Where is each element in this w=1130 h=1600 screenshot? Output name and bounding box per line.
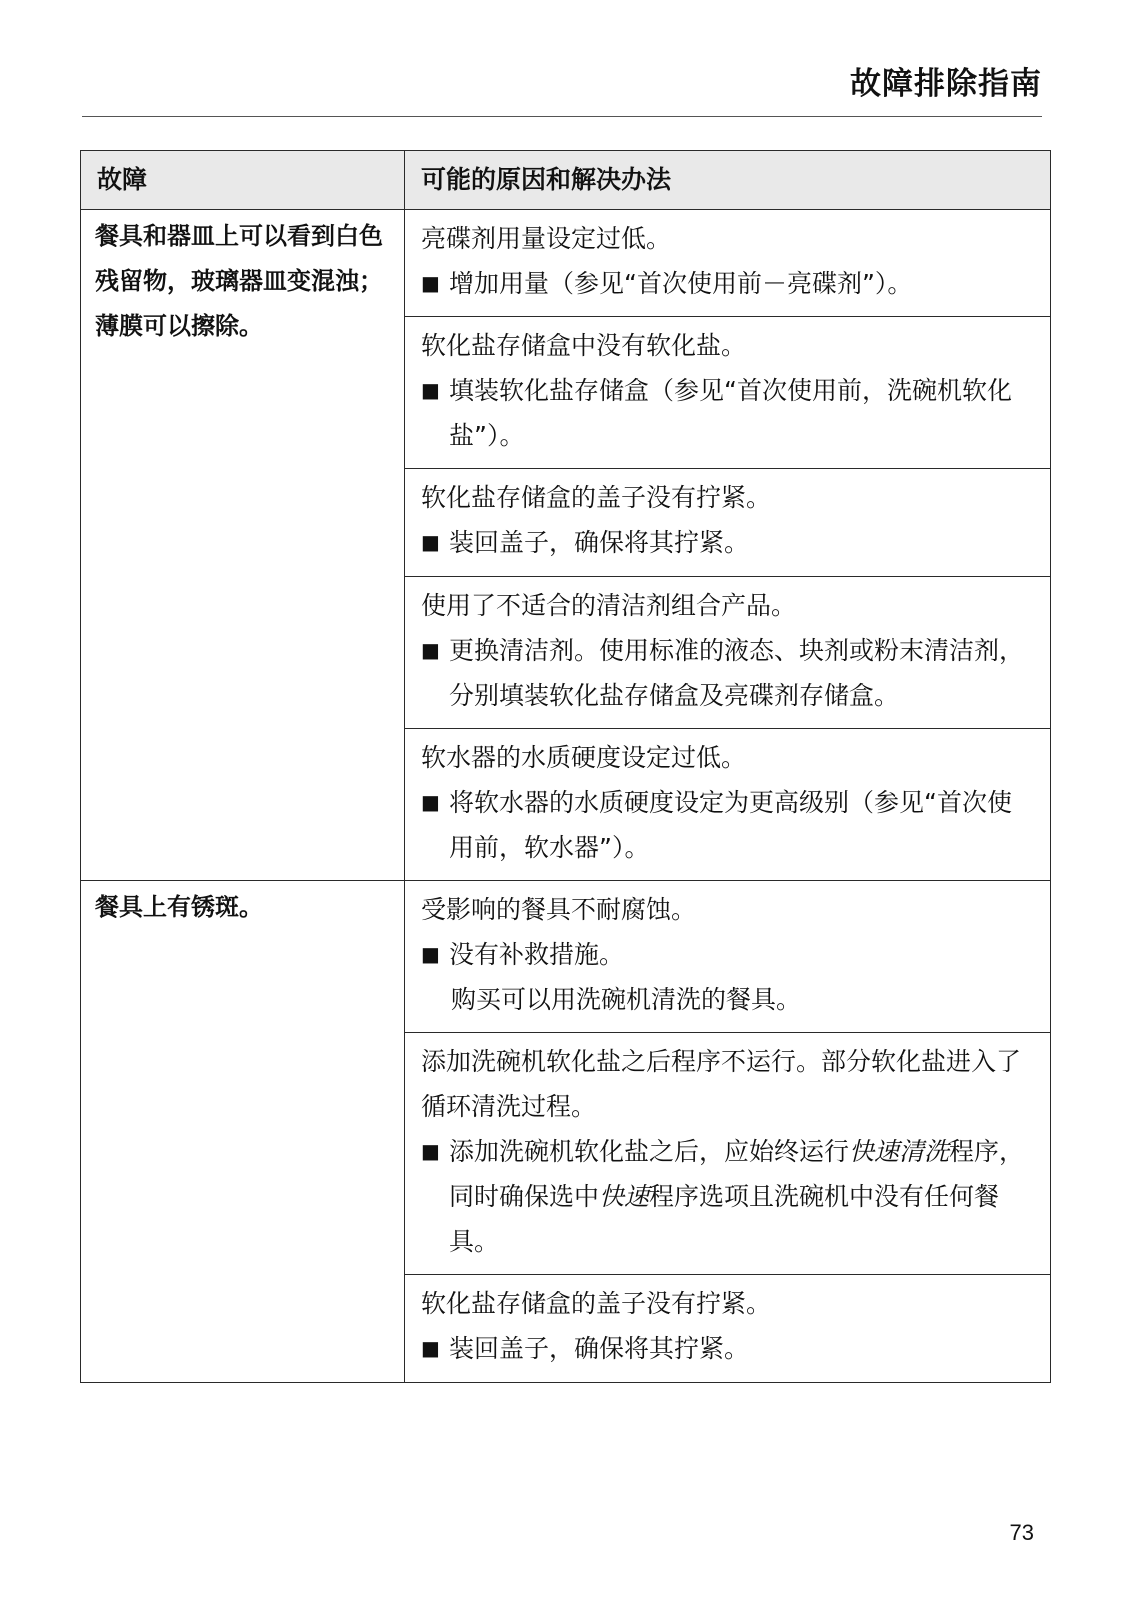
remedy-text: 更换清洁剂。使用标准的液态、块剂或粉末清洁剂，分别填装软化盐存储盒及亮碟剂存储盒。 xyxy=(449,636,1025,710)
bullet-square-icon: ■ xyxy=(421,1139,440,1163)
table-header-row xyxy=(81,151,1051,210)
column-header-fault: 故障 xyxy=(81,151,405,210)
bullet-square-icon: ■ xyxy=(421,942,440,966)
remedy-item xyxy=(421,628,1036,718)
remedy-text: 装回盖子，确保将其拧紧。 xyxy=(449,528,750,557)
cause-text: 亮碟剂用量设定过低。 xyxy=(421,224,672,253)
header-divider xyxy=(82,116,1042,117)
remedy-item xyxy=(421,368,1036,458)
bullet-square-icon: ■ xyxy=(421,530,440,554)
remedy-text: 没有补救措施。 xyxy=(449,940,625,969)
remedy-item xyxy=(421,1326,1036,1371)
cause-text: 添加洗碗机软化盐之后程序不运行。部分软化盐进入了循环清洗过程。 xyxy=(421,1047,1022,1121)
remedy-note: 购买可以用洗碗机清洗的餐具。 xyxy=(451,985,802,1014)
column-header-cause-solution: 可能的原因和解决办法 xyxy=(405,151,1051,210)
remedy-item xyxy=(421,520,1036,565)
remedy-text xyxy=(449,1129,1036,1264)
solution-cell xyxy=(405,317,1051,469)
remedy-text: 装回盖子，确保将其拧紧。 xyxy=(449,1334,750,1363)
bullet-square-icon: ■ xyxy=(421,790,440,814)
bullet-square-icon: ■ xyxy=(421,1336,440,1360)
solution-cell xyxy=(405,729,1051,881)
solution-cell xyxy=(405,210,1051,317)
table-row xyxy=(81,210,1051,317)
bullet-square-icon: ■ xyxy=(421,378,440,402)
remedy-item xyxy=(421,261,1036,306)
troubleshooting-table xyxy=(80,150,1051,1383)
cause-text: 软化盐存储盒的盖子没有拧紧。 xyxy=(421,1289,772,1318)
remedy-text: 增加用量（参见“首次使用前－亮碟剂”）。 xyxy=(449,269,913,298)
bullet-square-icon: ■ xyxy=(421,638,440,662)
solution-cell xyxy=(405,577,1051,729)
remedy-text-part: 程序，同时确保选中 xyxy=(449,1137,1025,1211)
option-name-quick: 快速 xyxy=(599,1182,650,1211)
cause-text: 使用了不适合的清洁剂组合产品。 xyxy=(421,591,797,620)
solution-cell xyxy=(405,469,1051,577)
remedy-item xyxy=(421,780,1036,870)
cause-text: 软化盐存储盒中没有软化盐。 xyxy=(421,331,747,360)
fault-cell: 餐具和器皿上可以看到白色残留物，玻璃器皿变混浊；薄膜可以擦除。 xyxy=(81,210,405,881)
remedy-text-part: 添加洗碗机软化盐之后，应始终运行 xyxy=(449,1137,850,1166)
fault-cell: 餐具上有锈斑。 xyxy=(81,881,405,1383)
solution-cell xyxy=(405,1275,1051,1383)
remedy-text: 填装软化盐存储盒（参见“首次使用前，洗碗机软化盐”）。 xyxy=(449,376,1012,450)
remedy-item xyxy=(421,1129,1036,1264)
solution-cell xyxy=(405,1033,1051,1275)
cause-text: 软水器的水质硬度设定过低。 xyxy=(421,743,747,772)
page-number: 73 xyxy=(1009,1520,1034,1545)
program-name-quick-wash: 快速清洗 xyxy=(849,1137,950,1166)
remedy-item xyxy=(421,932,1036,977)
solution-cell xyxy=(405,881,1051,1033)
cause-text: 软化盐存储盒的盖子没有拧紧。 xyxy=(421,483,772,512)
remedy-text: 将软水器的水质硬度设定为更高级别（参见“首次使用前，软水器”）。 xyxy=(449,788,1012,862)
remedy-text-part: 程序选项且洗碗机中没有任何餐具。 xyxy=(449,1182,1000,1256)
cause-text: 受影响的餐具不耐腐蚀。 xyxy=(421,895,697,924)
bullet-square-icon: ■ xyxy=(421,271,440,295)
page-title: 故障排除指南 xyxy=(850,66,1042,102)
table-row xyxy=(81,881,1051,1033)
